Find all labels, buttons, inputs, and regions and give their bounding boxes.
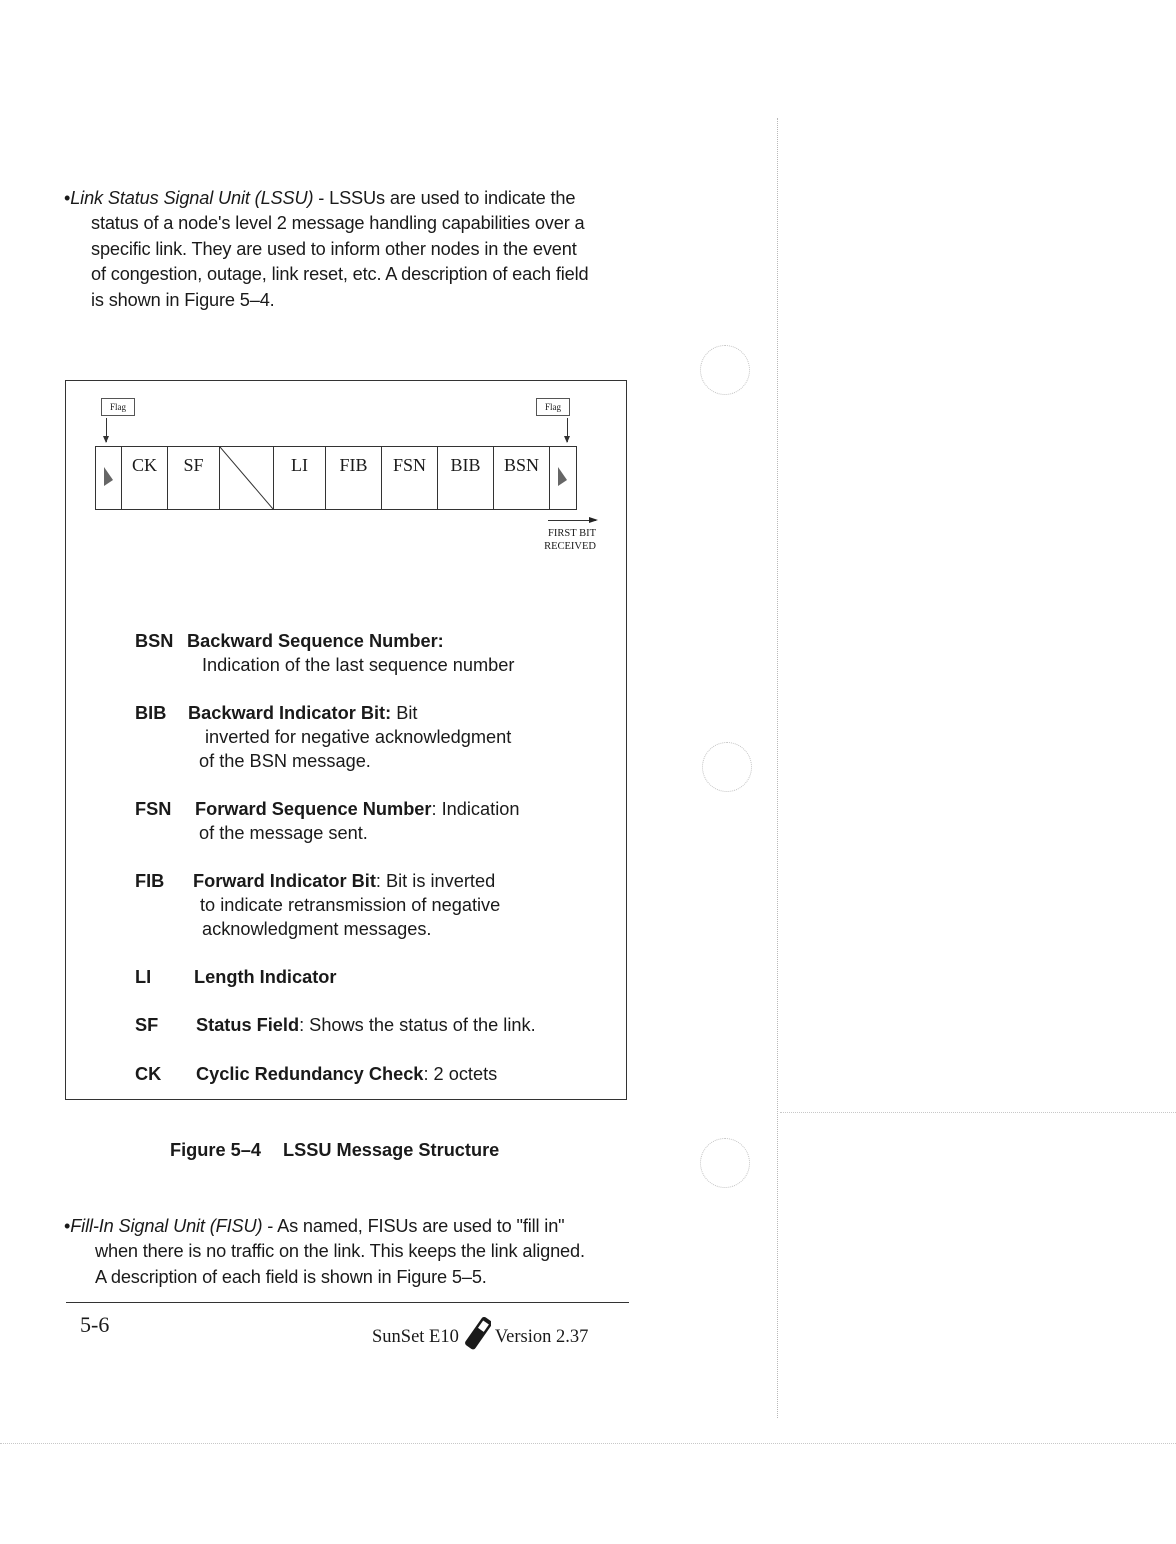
definition-fsn: FSN Forward Sequence Number: Indication of the message sent. — [135, 799, 520, 843]
def-detail: inverted for negative acknowledgment — [205, 727, 512, 747]
def-detail: of the BSN message. — [199, 751, 371, 771]
def-term: Backward Indicator Bit: — [188, 703, 392, 723]
field-sf: SF — [168, 447, 220, 509]
def-detail: acknowledgment messages. — [202, 919, 432, 939]
field-li: LI — [274, 447, 326, 509]
field-spare — [220, 447, 274, 509]
fisu-first-line: - As named, FISUs are used to "fill in" — [262, 1216, 565, 1236]
fisu-paragraph — [64, 1214, 639, 1290]
def-abbr: FSN — [135, 799, 172, 819]
punch-hole — [700, 1138, 750, 1188]
margin-line — [777, 118, 778, 1418]
fisu-line: when there is no traffic on the link. This keeps the link aligned. — [95, 1241, 585, 1262]
field-fsn: FSN — [382, 447, 438, 509]
definition-ck: CK Cyclic Redundancy Check: 2 octets — [135, 1064, 498, 1084]
lssu-lead: Link Status Signal Unit (LSSU) — [70, 188, 314, 208]
def-detail: to indicate retransmission of negative — [200, 895, 501, 915]
definition-bib: BIB Backward Indicator Bit: Bit inverted for negative acknowledgment of the BSN message. — [135, 703, 512, 771]
bullet: • — [64, 1216, 71, 1236]
field-bsn: BSN — [494, 447, 550, 509]
spare-diagonal — [220, 447, 273, 509]
flag-triangle-icon — [558, 467, 567, 486]
flag-label-left: Flag — [101, 398, 135, 416]
definition-bsn — [135, 629, 514, 677]
def-abbr: BSN — [135, 631, 174, 651]
lssu-line: is shown in Figure 5–4. — [91, 289, 275, 310]
caption-number: Figure 5–4 — [170, 1140, 261, 1160]
definition-fib: FIB Forward Indicator Bit: Bit is inverted to indicate retransmission of negative acknowledgment messages. — [135, 871, 501, 939]
def-term: Cyclic Redundancy Check — [196, 1064, 424, 1084]
punch-hole — [700, 345, 750, 395]
field-fib: FIB — [326, 447, 382, 509]
scan-edge — [780, 1112, 1176, 1113]
def-detail: Indication of the last sequence number — [202, 655, 515, 675]
lssu-line: of congestion, outage, link reset, etc. A description of each field — [91, 264, 589, 285]
def-abbr: BIB — [135, 703, 167, 723]
flag-field-left — [96, 447, 122, 509]
flag-triangle-icon — [104, 467, 113, 486]
first-bit-label: FIRST BIT RECEIVED — [544, 528, 596, 552]
flag-label-right: Flag — [536, 398, 570, 416]
caption-title: LSSU Message Structure — [282, 1140, 500, 1160]
product-version: Version 2.37 — [494, 1326, 589, 1347]
scan-edge — [0, 1443, 1176, 1444]
flag-field-right — [550, 447, 576, 509]
lssu-first-line: - LSSUs are used to indicate the — [313, 188, 576, 208]
fisu-line: A description of each field is shown in Figure 5–5. — [95, 1266, 487, 1287]
punch-hole — [702, 742, 752, 792]
bullet: • — [64, 188, 71, 208]
lssu-paragraph — [64, 186, 639, 313]
lssu-frame — [95, 446, 577, 510]
def-term: Forward Indicator Bit — [193, 871, 376, 891]
def-abbr: CK — [135, 1064, 162, 1084]
flag-arrow-left — [106, 418, 107, 442]
lssu-line: specific link. They are used to inform other nodes in the event — [91, 238, 577, 259]
def-abbr: SF — [135, 1015, 159, 1035]
page-number: 5-6 — [80, 1312, 110, 1337]
footer-product — [372, 1314, 588, 1360]
field-bib: BIB — [438, 447, 494, 509]
footer-rule — [66, 1302, 629, 1303]
figure-caption — [170, 1140, 499, 1161]
def-term: Length Indicator — [194, 967, 337, 987]
handset-icon — [465, 1314, 491, 1360]
product-name: SunSet E10 — [372, 1326, 459, 1347]
def-abbr: LI — [135, 967, 152, 987]
flag-arrow-right — [567, 418, 568, 442]
def-term: Backward Sequence Number: — [187, 631, 444, 651]
def-term: Forward Sequence Number — [195, 799, 432, 819]
def-term: Status Field — [196, 1015, 300, 1035]
lssu-line: status of a node's level 2 message handling capabilities over a — [91, 213, 585, 234]
field-ck: CK — [122, 447, 168, 509]
def-abbr: FIB — [135, 871, 165, 891]
fisu-lead: Fill-In Signal Unit (FISU) — [70, 1216, 263, 1236]
def-detail: of the message sent. — [199, 823, 368, 843]
definition-li — [135, 965, 336, 989]
direction-arrow — [548, 520, 596, 521]
definition-sf: SF Status Field: Shows the status of the link. — [135, 1015, 536, 1035]
